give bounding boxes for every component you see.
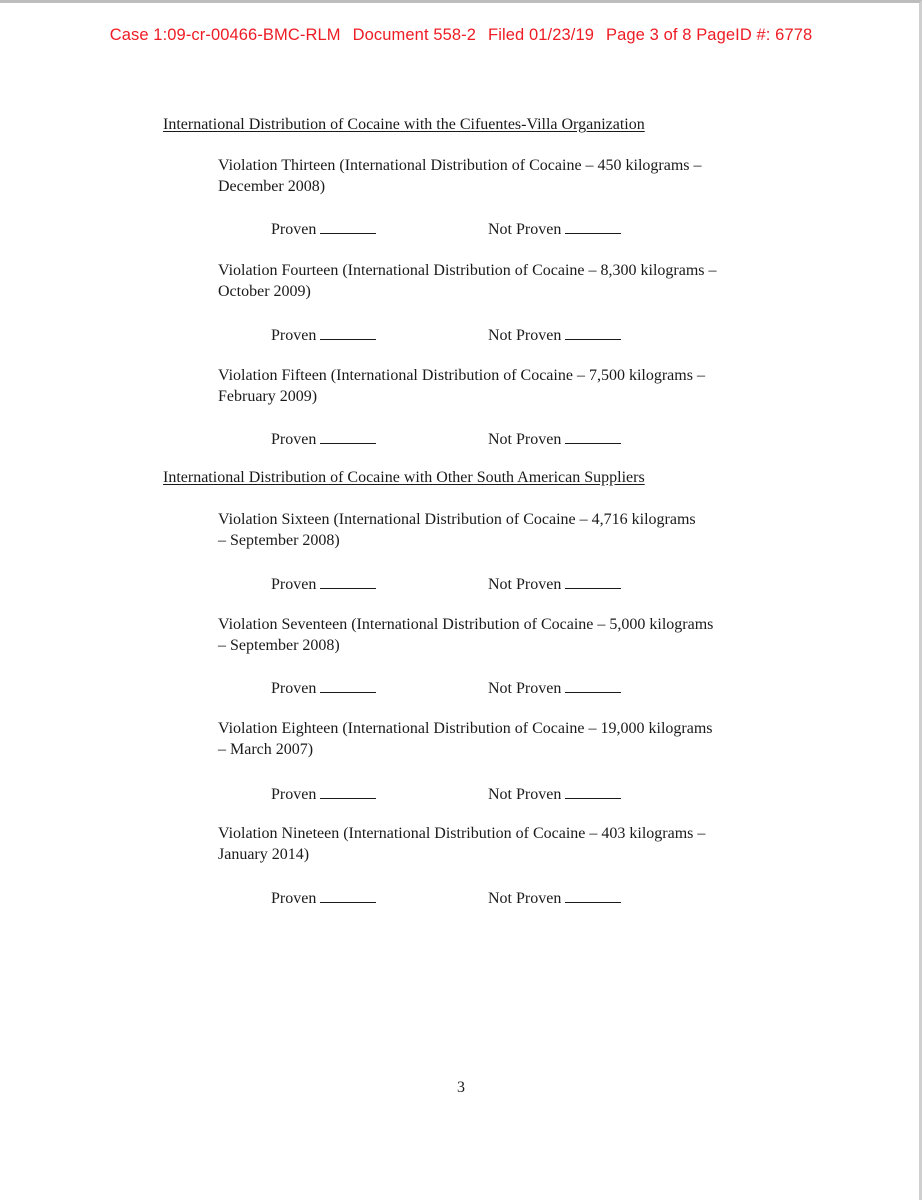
violation-thirteen bbox=[218, 155, 808, 197]
violation-text-line: January 2014) bbox=[218, 846, 310, 863]
not-proven-blank[interactable] bbox=[565, 574, 621, 589]
violation-text-line: Violation Thirteen (International Distribution of Cocaine – 450 kilograms – bbox=[218, 157, 702, 174]
page-id: Page 3 of 8 PageID #: 6778 bbox=[606, 26, 813, 44]
proven-option[interactable] bbox=[271, 219, 376, 239]
violation-text-line: Violation Nineteen (International Distribution of Cocaine – 403 kilograms – bbox=[218, 825, 706, 842]
not-proven-blank[interactable] bbox=[565, 325, 621, 340]
not-proven-blank[interactable] bbox=[565, 678, 621, 693]
not-proven-blank[interactable] bbox=[565, 888, 621, 903]
not-proven-label: Not Proven bbox=[488, 680, 562, 697]
case-number: Case 1:09-cr-00466-BMC-RLM bbox=[109, 26, 341, 44]
violation-text-line: Violation Seventeen (International Distribution of Cocaine – 5,000 kilograms bbox=[218, 616, 714, 633]
not-proven-label: Not Proven bbox=[488, 890, 562, 907]
violation-nineteen bbox=[218, 823, 808, 865]
proven-blank[interactable] bbox=[320, 888, 376, 903]
violation-text-line: Violation Fourteen (International Distribution of Cocaine – 8,300 kilograms – bbox=[218, 262, 717, 279]
proven-option[interactable] bbox=[271, 678, 376, 698]
proven-label: Proven bbox=[271, 890, 317, 907]
not-proven-option[interactable] bbox=[488, 574, 621, 594]
verdict-line bbox=[0, 888, 922, 910]
proven-blank[interactable] bbox=[320, 429, 376, 444]
verdict-line bbox=[0, 574, 922, 596]
violation-text-line: Violation Fifteen (International Distribution of Cocaine – 7,500 kilograms – bbox=[218, 367, 705, 384]
violation-fourteen bbox=[218, 260, 808, 302]
not-proven-option[interactable] bbox=[488, 219, 621, 239]
violation-text-line: December 2008) bbox=[218, 178, 326, 195]
violation-seventeen bbox=[218, 614, 808, 656]
proven-blank[interactable] bbox=[320, 678, 376, 693]
verdict-line bbox=[0, 678, 922, 700]
proven-label: Proven bbox=[271, 680, 317, 697]
violation-fifteen bbox=[218, 365, 808, 407]
proven-option[interactable] bbox=[271, 574, 376, 594]
proven-blank[interactable] bbox=[320, 784, 376, 799]
section-heading: International Distribution of Cocaine with the Cifuentes-Villa Organization bbox=[163, 116, 645, 133]
proven-label: Proven bbox=[271, 576, 317, 593]
proven-option[interactable] bbox=[271, 888, 376, 908]
not-proven-option[interactable] bbox=[488, 678, 621, 698]
proven-option[interactable] bbox=[271, 784, 376, 804]
document-number: Document 558-2 bbox=[352, 26, 477, 44]
page-number: 3 bbox=[457, 1079, 465, 1096]
not-proven-label: Not Proven bbox=[488, 786, 562, 803]
violation-text-line: – September 2008) bbox=[218, 532, 340, 549]
violation-eighteen bbox=[218, 718, 808, 760]
not-proven-label: Not Proven bbox=[488, 327, 562, 344]
violation-text-line: October 2009) bbox=[218, 283, 311, 300]
verdict-line bbox=[0, 219, 922, 241]
violation-text-line: February 2009) bbox=[218, 388, 318, 405]
proven-blank[interactable] bbox=[320, 325, 376, 340]
proven-label: Proven bbox=[271, 221, 317, 238]
not-proven-label: Not Proven bbox=[488, 431, 562, 448]
not-proven-blank[interactable] bbox=[565, 219, 621, 234]
not-proven-blank[interactable] bbox=[565, 429, 621, 444]
proven-blank[interactable] bbox=[320, 574, 376, 589]
verdict-line bbox=[0, 429, 922, 451]
violation-text-line: Violation Sixteen (International Distribution of Cocaine – 4,716 kilograms bbox=[218, 511, 696, 528]
violation-sixteen bbox=[218, 509, 808, 551]
not-proven-label: Not Proven bbox=[488, 221, 562, 238]
not-proven-label: Not Proven bbox=[488, 576, 562, 593]
violation-text-line: – September 2008) bbox=[218, 637, 340, 654]
not-proven-option[interactable] bbox=[488, 784, 621, 804]
proven-option[interactable] bbox=[271, 429, 376, 449]
ecf-header-stamp bbox=[0, 26, 922, 45]
proven-label: Proven bbox=[271, 431, 317, 448]
not-proven-option[interactable] bbox=[488, 325, 621, 345]
not-proven-blank[interactable] bbox=[565, 784, 621, 799]
not-proven-option[interactable] bbox=[488, 888, 621, 908]
verdict-line bbox=[0, 325, 922, 347]
proven-option[interactable] bbox=[271, 325, 376, 345]
proven-label: Proven bbox=[271, 786, 317, 803]
verdict-line bbox=[0, 784, 922, 806]
proven-label: Proven bbox=[271, 327, 317, 344]
filed-date: Filed 01/23/19 bbox=[488, 26, 595, 44]
proven-blank[interactable] bbox=[320, 219, 376, 234]
violation-text-line: – March 2007) bbox=[218, 741, 314, 758]
violation-text-line: Violation Eighteen (International Distribution of Cocaine – 19,000 kilograms bbox=[218, 720, 713, 737]
section-heading: International Distribution of Cocaine with Other South American Suppliers bbox=[163, 469, 645, 486]
not-proven-option[interactable] bbox=[488, 429, 621, 449]
